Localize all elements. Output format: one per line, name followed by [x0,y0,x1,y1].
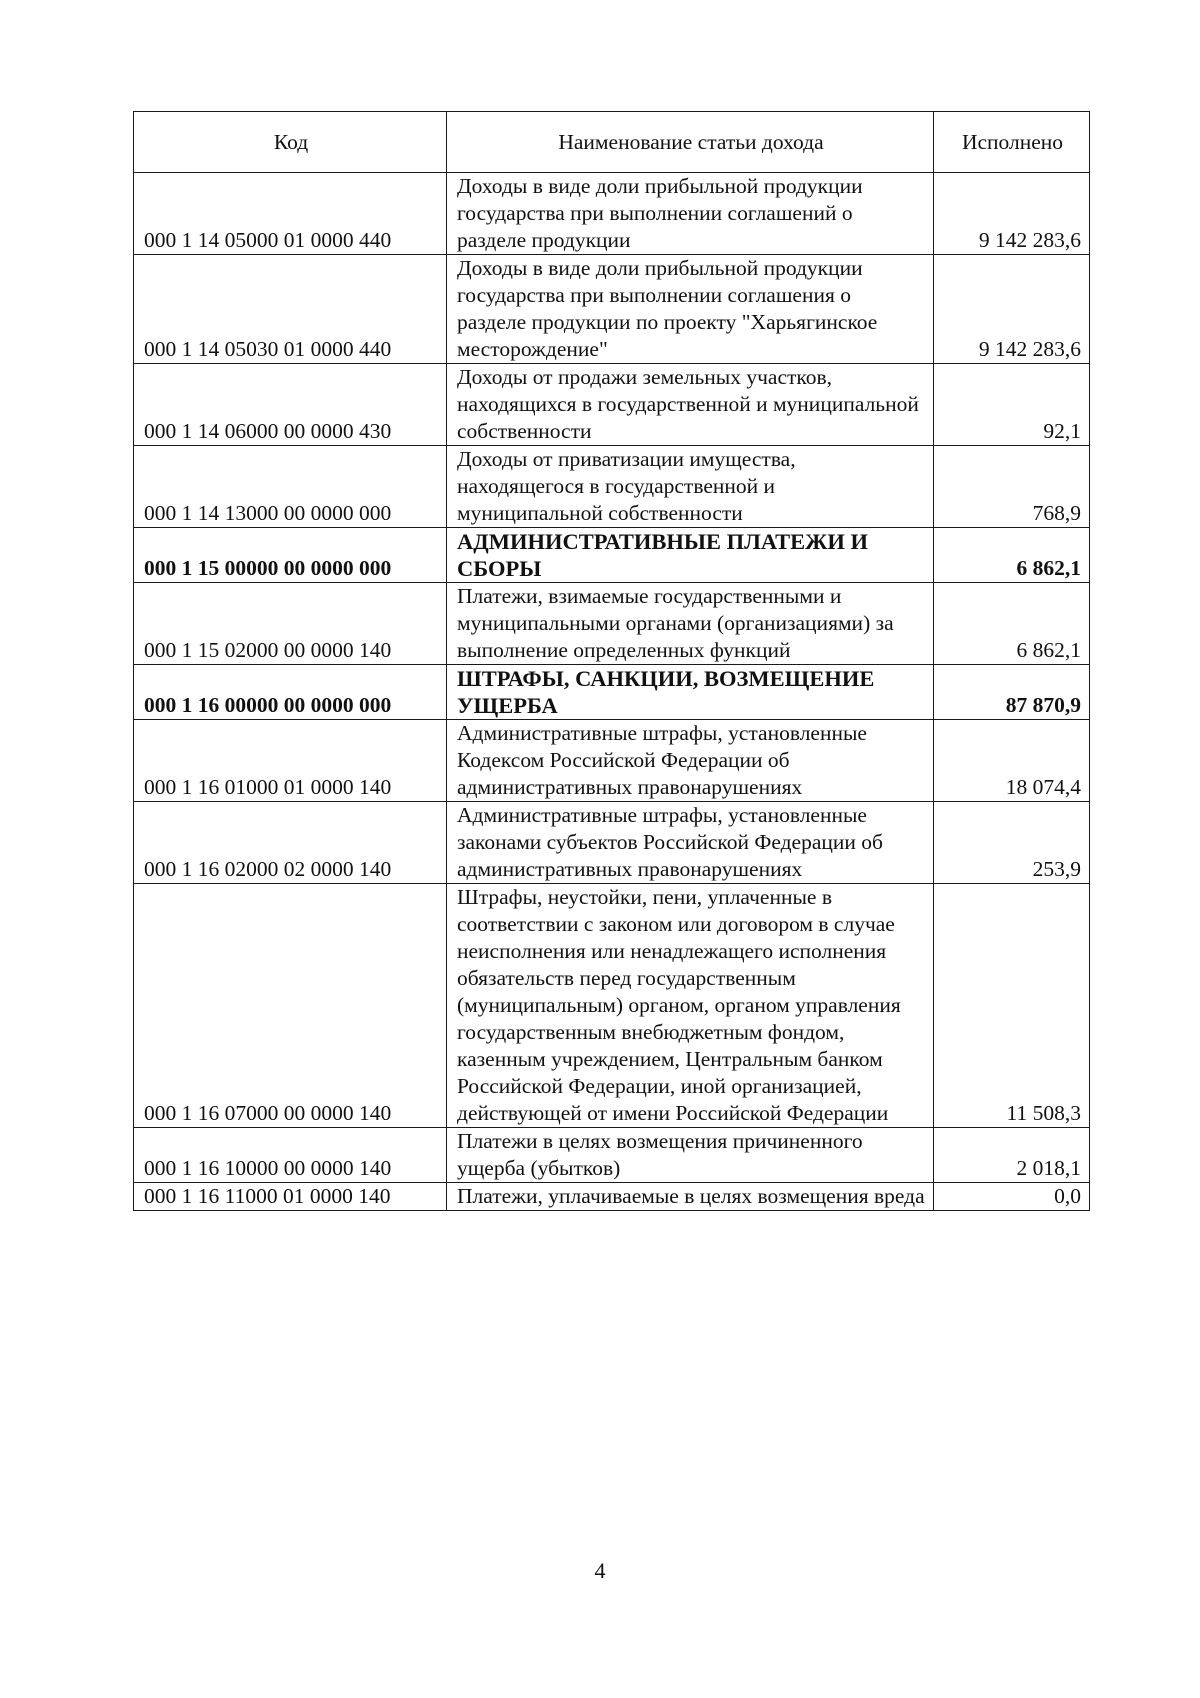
row-code: 000 1 14 06000 00 0000 430 [134,364,447,446]
table-row [134,802,1090,884]
row-code: 000 1 15 00000 00 0000 000 [134,528,447,583]
row-name: Платежи, взимаемые государственными и муниципальными органами (организациями) за выполнение определенных функций [447,583,934,665]
header-done: Исполнено [934,112,1090,173]
row-code: 000 1 16 07000 00 0000 140 [134,884,447,1128]
table-row [134,446,1090,528]
row-name: ШТРАФЫ, САНКЦИИ, ВОЗМЕЩЕНИЕ УЩЕРБА [447,665,934,720]
row-name: Административные штрафы, установленные законами субъектов Российской Федерации об административных правонарушениях [447,802,934,884]
row-name: Доходы в виде доли прибыльной продукции государства при выполнении соглашения о разделе продукции по проекту "Харьягинское месторождение" [447,255,934,364]
row-code: 000 1 16 02000 02 0000 140 [134,802,447,884]
row-done: 11 508,3 [934,884,1090,1128]
row-done: 768,9 [934,446,1090,528]
row-code: 000 1 16 11000 01 0000 140 [134,1183,447,1211]
header-name: Наименование статьи дохода [447,112,934,173]
table-row [134,364,1090,446]
row-code: 000 1 16 01000 01 0000 140 [134,720,447,802]
row-code: 000 1 16 10000 00 0000 140 [134,1128,447,1183]
revenue-table [133,111,1090,1211]
row-name: Платежи в целях возмещения причиненного ущерба (убытков) [447,1128,934,1183]
row-done: 2 018,1 [934,1128,1090,1183]
row-name: Штрафы, неустойки, пени, уплаченные в соответствии с законом или договором в случае неисполнения или ненадлежащего исполнения обязательств перед государственным (муниципальным) органом, органом управления государственным внебюджетным фондом, казенным учреждением, Центральным банком Российской Федерации, иной организацией, действующей от имени Российской Федерации [447,884,934,1128]
row-done: 87 870,9 [934,665,1090,720]
header-code: Код [134,112,447,173]
page-number: 4 [594,1558,606,1583]
table-row [134,528,1090,583]
row-name: Доходы в виде доли прибыльной продукции государства при выполнении соглашений о разделе продукции [447,173,934,255]
row-done: 6 862,1 [934,583,1090,665]
row-done: 9 142 283,6 [934,173,1090,255]
header-row [134,112,1090,173]
row-done: 0,0 [934,1183,1090,1211]
table-row [134,583,1090,665]
row-done: 92,1 [934,364,1090,446]
table-body [134,173,1090,1211]
row-done: 18 074,4 [934,720,1090,802]
row-name: АДМИНИСТРАТИВНЫЕ ПЛАТЕЖИ И СБОРЫ [447,528,934,583]
table-row [134,1183,1090,1211]
table-row [134,255,1090,364]
row-code: 000 1 14 05030 01 0000 440 [134,255,447,364]
row-code: 000 1 14 13000 00 0000 000 [134,446,447,528]
table-header [134,112,1090,173]
row-code: 000 1 14 05000 01 0000 440 [134,173,447,255]
row-code: 000 1 15 02000 00 0000 140 [134,583,447,665]
row-done: 253,9 [934,802,1090,884]
row-done: 6 862,1 [934,528,1090,583]
row-name: Платежи, уплачиваемые в целях возмещения вреда [447,1183,934,1211]
row-name: Доходы от продажи земельных участков, находящихся в государственной и муниципальной собственности [447,364,934,446]
table-row [134,720,1090,802]
table-row [134,1128,1090,1183]
table-row [134,173,1090,255]
row-name: Доходы от приватизации имущества, находящегося в государственной и муниципальной собственности [447,446,934,528]
table-row [134,884,1090,1128]
row-name: Административные штрафы, установленные Кодексом Российской Федерации об административных правонарушениях [447,720,934,802]
row-code: 000 1 16 00000 00 0000 000 [134,665,447,720]
row-done: 9 142 283,6 [934,255,1090,364]
table-row [134,665,1090,720]
